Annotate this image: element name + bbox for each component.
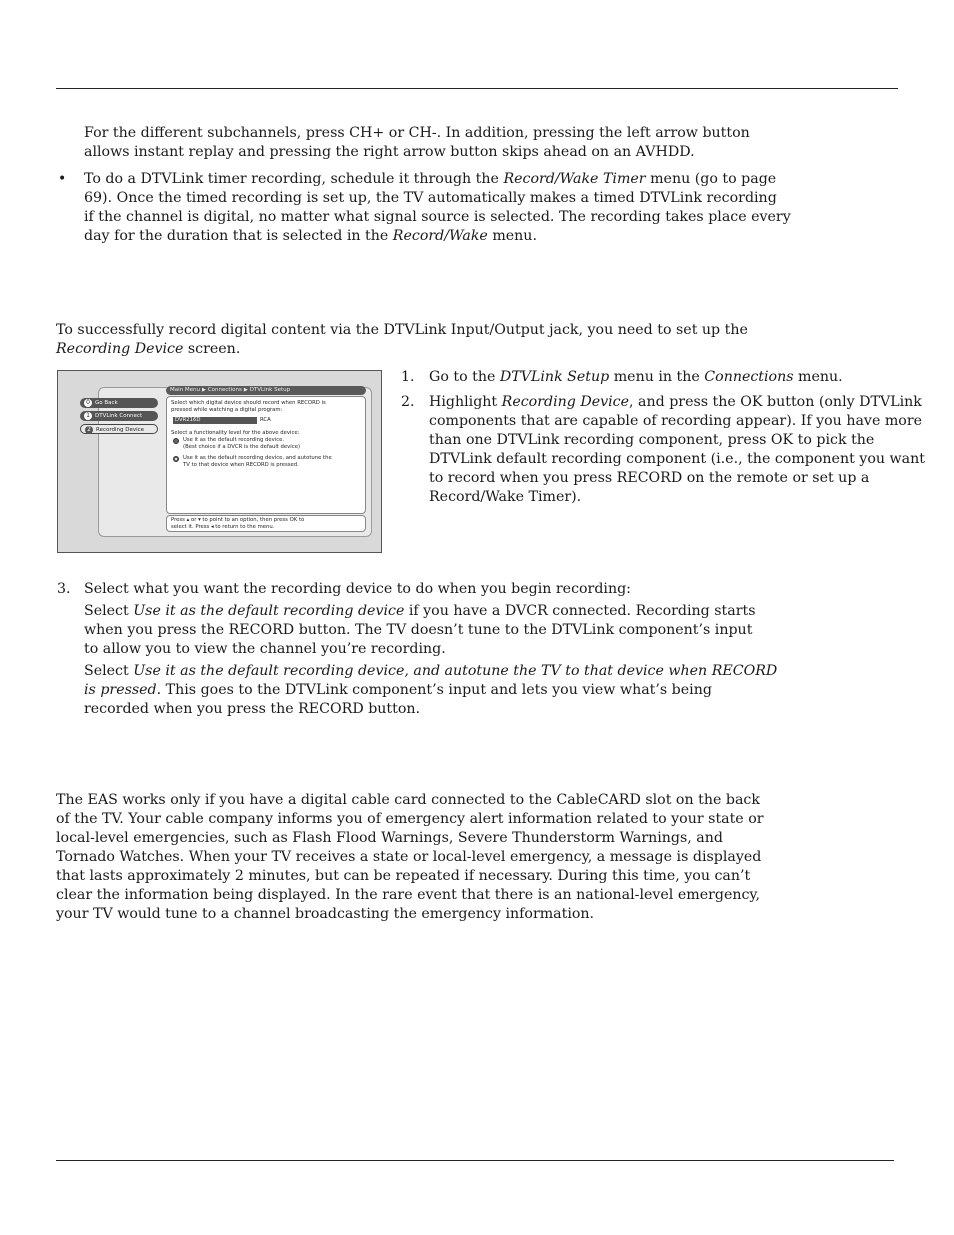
option-default-ref: Use it as the default recording device — [133, 603, 405, 619]
connections-ref: Connections — [704, 369, 794, 385]
intro-line: For the different subchannels, press CH+ or CH-. In addition, pressing the left arrow button — [84, 125, 750, 141]
recording-device-ref: Recording Device — [56, 341, 184, 357]
intro-line: allows instant replay and pressing the right arrow button skips ahead on an AVHDD. — [84, 144, 695, 160]
tv-menu-frame — [86, 387, 372, 537]
text-run: To do a DTVLink timer recording, schedule it through the — [84, 171, 504, 187]
text-line: that lasts approximately 2 minutes, but can be repeated if necessary. During this time, you can’t — [56, 868, 751, 884]
text-run: Select — [84, 663, 134, 679]
text-line: Select what you want the recording device to do when you begin recording: — [84, 581, 631, 597]
text-line: if the channel is digital, no matter what signal source is selected. The recording takes place every — [84, 209, 791, 225]
panel-text: Select a functionality level for the above device: — [171, 430, 300, 436]
menu-number-icon: 2 — [85, 426, 93, 434]
text-line: than one DTVLink recording component, press OK to pick the — [429, 432, 875, 448]
option-autotune-radio[interactable] — [173, 456, 179, 462]
text-line: local-level emergencies, such as Flash Flood Warnings, Severe Thunderstorm Warnings, and — [56, 830, 723, 846]
option-label: TV to that device when RECORD is pressed. — [183, 462, 299, 468]
option-autotune-ref: is pressed — [84, 682, 157, 698]
step-1 — [429, 368, 843, 387]
eas-paragraph — [56, 791, 764, 924]
text-line: DTVLink default recording component (i.e., the component you want — [429, 451, 925, 467]
text-line: Tornado Watches. When your TV receives a state or local-level emergency, a message is displayed — [56, 849, 762, 865]
breadcrumb — [166, 386, 366, 395]
text-run: Select — [84, 603, 134, 619]
text-line: components that are capable of recording appear). If you have more — [429, 413, 923, 429]
text-run: menu. — [793, 369, 843, 385]
header-rule — [56, 88, 898, 89]
device-brand: RCA — [260, 417, 271, 423]
text-run: menu in the — [609, 369, 705, 385]
text-run: day for the duration that is selected in the — [84, 228, 393, 244]
text-run: Go to the — [429, 369, 500, 385]
text-line: To successfully record digital content via the DTVLink Input/Output jack, you need to set up the — [56, 322, 748, 338]
menu-number-icon: 1 — [84, 412, 92, 420]
text-line: when you press the RECORD button. The TV doesn’t tune to the DTVLink component’s input — [84, 622, 753, 638]
bullet-symbol: • — [58, 171, 67, 187]
chevron-right-icon: ▶ — [201, 387, 206, 393]
breadcrumb-item: DTVLink Setup — [249, 387, 291, 393]
text-run: . This goes to the DTVLink component’s input and lets you view what’s being — [156, 682, 712, 698]
help-text: Press ▴ or ▾ to point to an option, then press OK to — [171, 517, 305, 523]
text-line: clear the information being displayed. In the rare event that there is an national-level emergency, — [56, 887, 761, 903]
timer-recording-paragraph — [84, 170, 791, 246]
recording-device-ref: Recording Device — [501, 394, 630, 410]
step-2 — [429, 393, 925, 507]
option-label: (Best choice if a DVCR is the default device) — [183, 444, 301, 450]
intro-paragraph — [84, 124, 750, 162]
step-number: 3. — [57, 581, 71, 597]
text-line: your TV would tune to a channel broadcasting the emergency information. — [56, 906, 595, 922]
footer-rule — [56, 1160, 894, 1161]
menu-item-go-back[interactable] — [80, 398, 158, 408]
menu-item-label: Recording Device — [96, 427, 145, 433]
recording-device-screenshot — [57, 370, 382, 553]
text-line: The EAS works only if you have a digital cable card connected to the CableCARD slot on the back — [56, 792, 760, 808]
panel-text: pressed while watching a digital program: — [171, 407, 283, 413]
step-number: 1. — [401, 369, 415, 385]
chevron-right-icon: ▶ — [243, 387, 248, 393]
step-number: 2. — [401, 394, 415, 410]
breadcrumb-item: Main Menu — [170, 387, 200, 393]
text-line: to allow you to view the channel you’re recording. — [84, 641, 446, 657]
option-autotune-ref: Use it as the default recording device, and autotune the TV to that device when RECORD — [133, 663, 778, 679]
text-run: Highlight — [429, 394, 502, 410]
text-run: , and press the OK button (only DTVLink — [629, 394, 922, 410]
menu-item-label: DTVLink Connect — [95, 413, 143, 419]
text-run: screen. — [183, 341, 241, 357]
menu-item-label: Go Back — [95, 400, 118, 406]
text-run: if you have a DVCR connected. Recording starts — [404, 603, 756, 619]
text-line: recorded when you press the RECORD button. — [84, 701, 421, 717]
help-box — [166, 515, 366, 532]
text-run: menu (go to page — [645, 171, 777, 187]
menu-item-dtvlink-connect[interactable] — [80, 411, 158, 421]
breadcrumb-item: Connections — [207, 387, 242, 393]
setup-paragraph — [56, 321, 748, 359]
record-wake-ref: Record/Wake — [392, 228, 488, 244]
menu-item-recording-device[interactable] — [80, 424, 158, 434]
text-line: of the TV. Your cable company informs you of emergency alert information related to your state or — [56, 811, 764, 827]
option-label: Use it as the default recording device, and autotune the — [183, 455, 332, 461]
dtvlink-setup-ref: DTVLink Setup — [499, 369, 610, 385]
step-3 — [84, 580, 777, 719]
recording-device-panel — [166, 396, 366, 530]
device-dropdown[interactable]: DVR216D — [173, 417, 257, 424]
help-text: select it. Press ◂ to return to the menu. — [171, 524, 275, 530]
option-default-radio[interactable] — [173, 438, 179, 444]
option-label: Use it as the default recording device. — [183, 437, 285, 443]
text-line: Record/Wake Timer). — [429, 489, 582, 505]
text-run: menu. — [487, 228, 537, 244]
menu-number-icon: 0 — [84, 399, 92, 407]
panel-text: Select which digital device should record when RECORD is — [171, 400, 326, 406]
text-line: to record when you press RECORD on the remote or set up a — [429, 470, 870, 486]
record-wake-timer-ref: Record/Wake Timer — [503, 171, 646, 187]
text-line: 69). Once the timed recording is set up, the TV automatically makes a timed DTVLink recording — [84, 190, 777, 206]
